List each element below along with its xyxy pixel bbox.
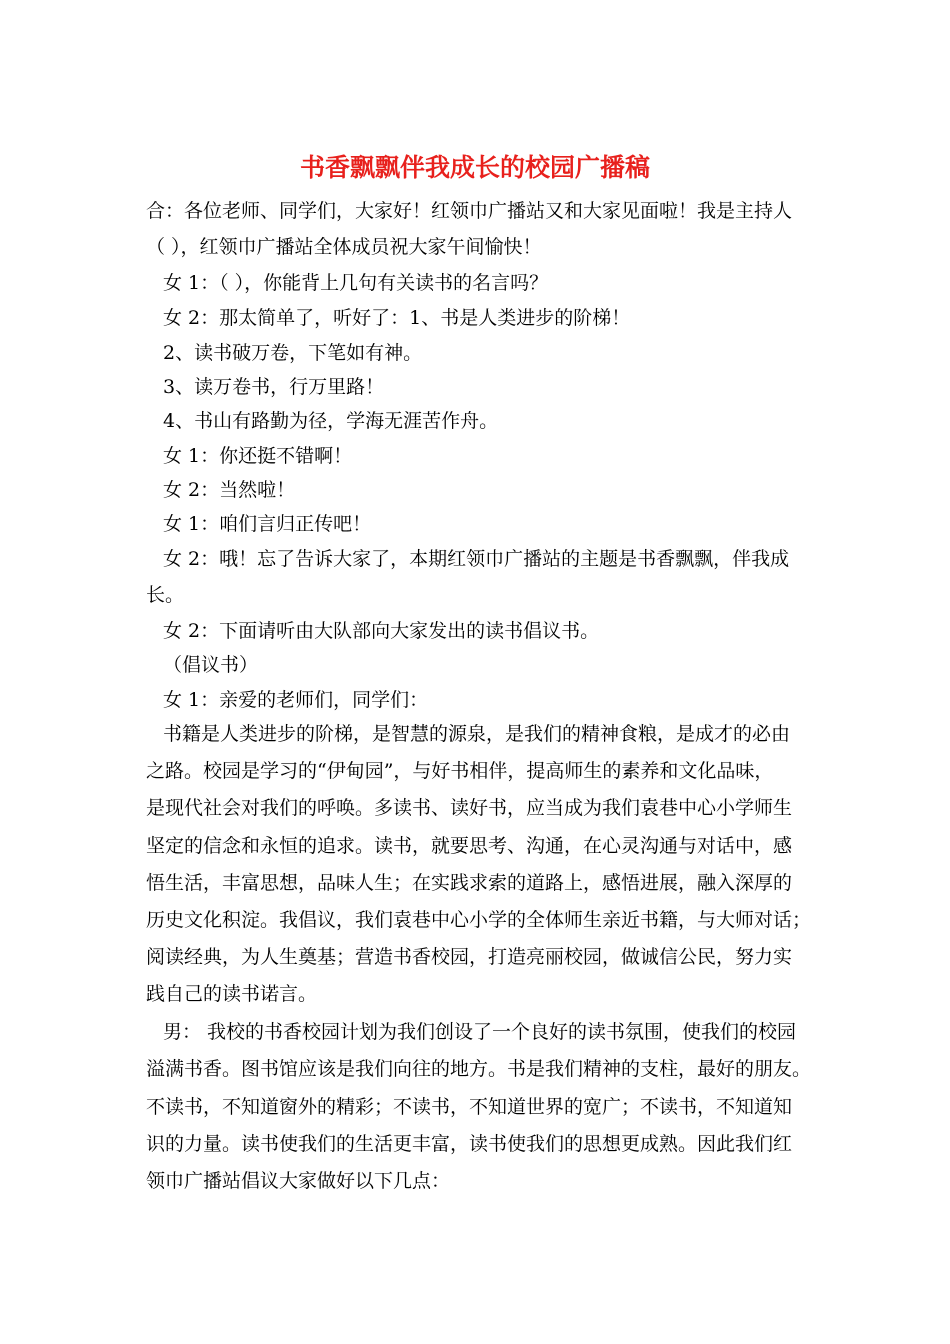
text-line: 是现代社会对我们的呼唤。多读书、读好书，应当成为我们袁巷中心小学师生 — [146, 797, 793, 819]
text-line: 男： 我校的书香校园计划为我们创设了一个良好的读书氛围，使我们的校园 — [163, 1021, 797, 1043]
text-line: 溢满书香。图书馆应该是我们向往的地方。书是我们精神的支柱，最好的朋友。 — [146, 1058, 812, 1080]
text-line: 阅读经典，为人生奠基；营造书香校园，打造亮丽校园，做诚信公民，努力实 — [146, 946, 793, 968]
text-line: 女 2：当然啦！ — [163, 479, 296, 501]
text-line: 不读书，不知道窗外的精彩；不读书，不知道世界的宽广；不读书，不知道知 — [146, 1096, 793, 1118]
text-line: 书籍是人类进步的阶梯，是智慧的源泉，是我们的精神食粮，是成才的必由 — [163, 723, 791, 745]
text-line: 领巾广播站倡议大家做好以下几点： — [146, 1170, 451, 1192]
text-line: 2、读书破万卷，下笔如有神。 — [163, 342, 423, 364]
text-line: 悟生活，丰富思想，品味人生；在实践求索的道路上，感悟进展，融入深厚的 — [146, 872, 793, 894]
text-line: 女 2：那太简单了，听好了：1、书是人类进步的阶梯！ — [163, 307, 631, 329]
text-line: 4、书山有路勤为径，学海无涯苦作舟。 — [163, 410, 499, 432]
text-line: 长。 — [146, 584, 185, 606]
text-line: 女 2：哦！忘了告诉大家了，本期红领巾广播站的主题是书香飘飘，伴我成 — [163, 548, 790, 570]
text-line: 女 1：咱们言归正传吧！ — [163, 513, 372, 535]
text-line: 识的力量。读书使我们的生活更丰富，读书使我们的思想更成熟。因此我们红 — [146, 1133, 793, 1155]
text-line: 女 2：下面请听由大队部向大家发出的读书倡议书。 — [163, 620, 600, 642]
text-line: 女 1：你还挺不错啊！ — [163, 445, 353, 467]
document-title: 书香飘飘伴我成长的校园广播稿 — [299, 153, 650, 182]
text-line: 女 1：亲爱的老师们，同学们： — [163, 689, 429, 711]
text-line: 历史文化积淀。我倡议，我们袁巷中心小学的全体师生亲近书籍，与大师对话； — [146, 909, 812, 931]
text-line: 践自己的读书诺言。 — [146, 983, 318, 1005]
text-line: 女 1：（ ），你能背上几句有关读书的名言吗？ — [163, 272, 549, 294]
text-line: 合：各位老师、同学们，大家好！红领巾广播站又和大家见面啦！我是主持人 — [146, 200, 793, 222]
text-line: （倡议书） — [163, 654, 259, 676]
text-line: 坚定的信念和永恒的追求。读书，就要思考、沟通，在心灵沟通与对话中，感 — [146, 835, 793, 857]
text-line: 之路。校园是学习的“伊甸园”，与好书相伴，提高师生的素养和文化品味， — [146, 760, 774, 782]
text-line: （ ），红领巾广播站全体成员祝大家午间愉快！ — [146, 236, 542, 258]
text-line: 3、读万卷书，行万里路！ — [163, 376, 385, 398]
